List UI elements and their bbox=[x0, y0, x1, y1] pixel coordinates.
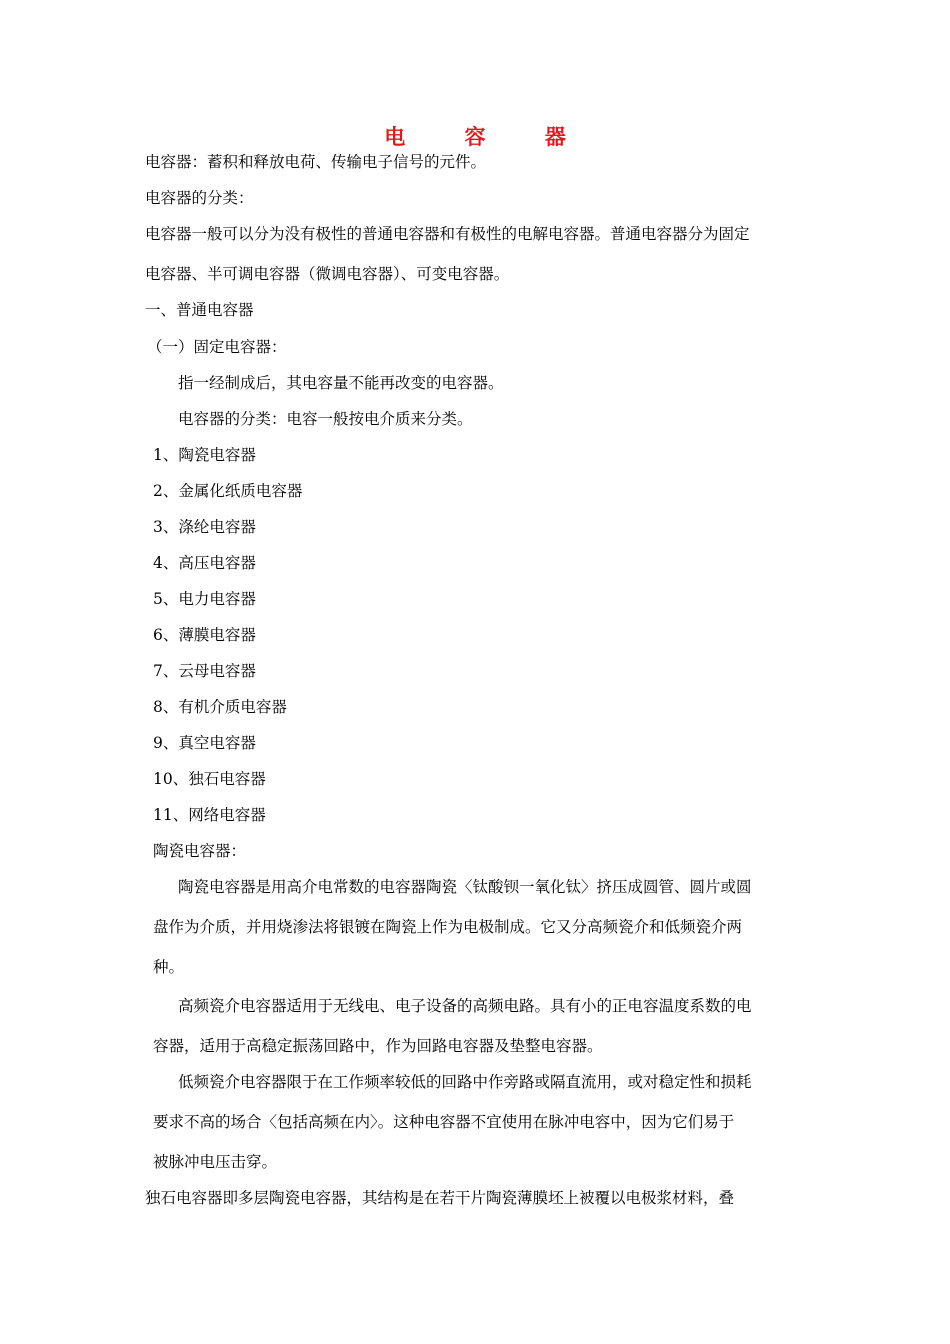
list-item: 4、高压电容器 bbox=[153, 554, 256, 572]
document-title: 电 容 器 bbox=[384, 124, 592, 149]
list-item: 3、涤纶电容器 bbox=[153, 518, 256, 536]
paragraph-line: 电容器的分类：电容一般按电介质来分类。 bbox=[178, 410, 473, 428]
list-item: 9、真空电容器 bbox=[153, 734, 256, 752]
classification-heading: 电容器的分类： bbox=[145, 189, 254, 207]
paragraph-line: 独石电容器即多层陶瓷电容器，其结构是在若干片陶瓷薄膜坯上被覆以电极浆材料，叠 bbox=[145, 1189, 735, 1207]
list-item: 8、有机介质电容器 bbox=[153, 698, 287, 716]
paragraph-line: 电容器、半可调电容器（微调电容器）、可变电容器。 bbox=[145, 265, 510, 283]
list-item: 5、电力电容器 bbox=[153, 590, 256, 608]
paragraph-line: 种。 bbox=[153, 958, 185, 976]
paragraph-line: 要求不高的场合〈包括高频在内〉。这种电容器不宜使用在脉冲电容中，因为它们易于 bbox=[153, 1113, 735, 1131]
paragraph-line: 指一经制成后，其电容量不能再改变的电容器。 bbox=[178, 374, 504, 392]
list-item: 1、陶瓷电容器 bbox=[153, 446, 256, 464]
paragraph-line: 容器，适用于高稳定振荡回路中，作为回路电容器及垫整电容器。 bbox=[153, 1037, 603, 1055]
list-item: 7、云母电容器 bbox=[153, 662, 256, 680]
paragraph-line: 电容器一般可以分为没有极性的普通电容器和有极性的电解电容器。普通电容器分为固定 bbox=[145, 225, 750, 243]
definition-line: 电容器：蓄积和释放电荷、传输电子信号的元件。 bbox=[145, 153, 487, 171]
list-item: 6、薄膜电容器 bbox=[153, 626, 256, 644]
list-item: 2、金属化纸质电容器 bbox=[153, 482, 303, 500]
ceramic-heading: 陶瓷电容器： bbox=[153, 842, 247, 860]
list-item: 11、网络电容器 bbox=[153, 806, 266, 824]
paragraph-line: 高频瓷介电容器适用于无线电、电子设备的高频电路。具有小的正电容温度系数的电 bbox=[178, 997, 752, 1015]
paragraph-line: 盘作为介质，并用烧渗法将银镀在陶瓷上作为电极制成。它又分高频瓷介和低频瓷介两 bbox=[153, 918, 743, 936]
paragraph-line: 陶瓷电容器是用高介电常数的电容器陶瓷〈钛酸钡一氧化钛〉挤压成圆管、圆片或圆 bbox=[178, 878, 752, 896]
list-item: 10、独石电容器 bbox=[153, 770, 266, 788]
subsection-heading: （一）固定电容器： bbox=[147, 338, 287, 356]
paragraph-line: 低频瓷介电容器限于在工作频率较低的回路中作旁路或隔直流用，或对稳定性和损耗 bbox=[178, 1073, 752, 1091]
paragraph-line: 被脉冲电压击穿。 bbox=[153, 1153, 278, 1171]
section-heading: 一、普通电容器 bbox=[145, 301, 254, 319]
